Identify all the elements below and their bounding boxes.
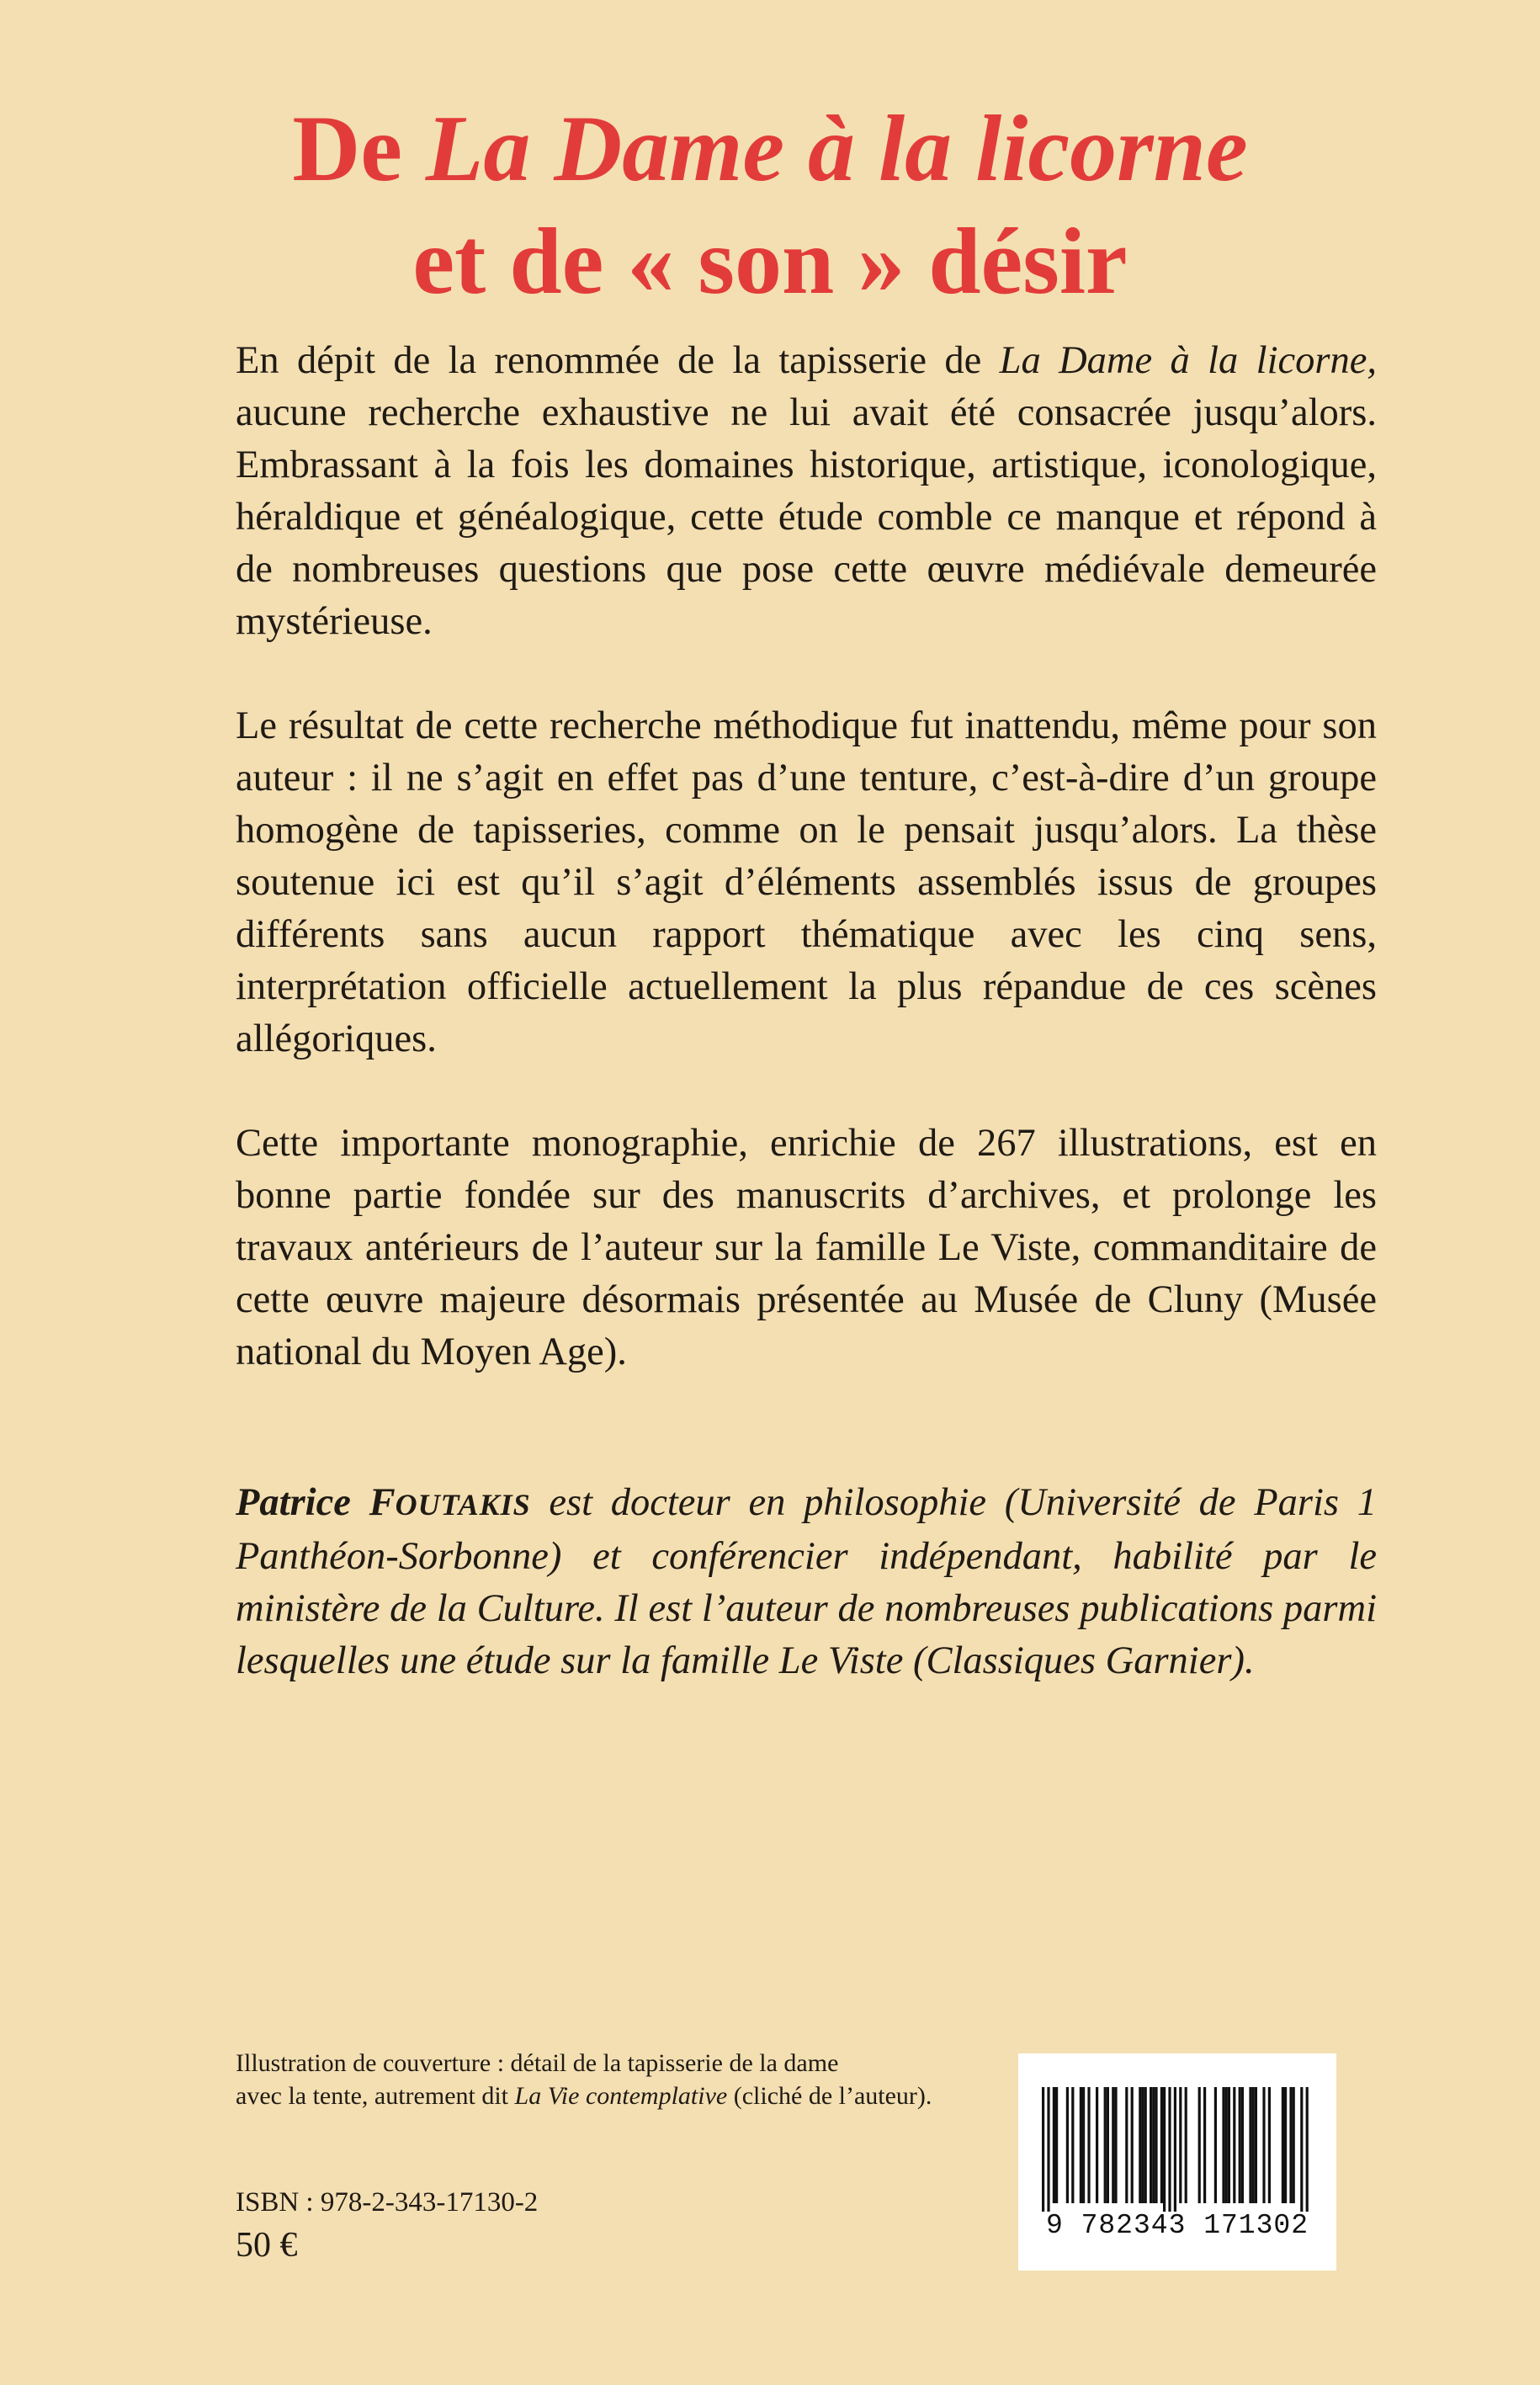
- barcode-bar: [1249, 2087, 1251, 2203]
- barcode-bar: [1241, 2087, 1244, 2203]
- barcode-bar: [1096, 2087, 1098, 2203]
- barcode-bar: [1300, 2087, 1303, 2212]
- p1-text-a: En dépit de la renommée de la tapisserie de: [236, 339, 1000, 382]
- barcode-bars: [1042, 2087, 1313, 2212]
- barcode-bar: [1233, 2087, 1235, 2203]
- barcode-bar: [1087, 2087, 1090, 2203]
- book-title: [0, 93, 1540, 318]
- barcode-bar: [1047, 2087, 1049, 2212]
- title-line-1: [0, 93, 1540, 205]
- author-name: [236, 1481, 531, 1524]
- barcode-bar: [1071, 2087, 1074, 2203]
- barcode-bar: [1268, 2087, 1271, 2203]
- barcode-bar: [1198, 2087, 1201, 2203]
- barcode-bar: [1104, 2087, 1107, 2203]
- author-bio-text: est docteur en philosophie (Université de Paris 1 Panthéon-Sorbonne) et conférencier indépendant, habilité par le ministère de la Culture. Il est l’auteur de nombreuses publications parmi lesquelles une étude sur la famille Le Viste (Classiques Garnier).: [236, 1481, 1377, 1682]
- barcode-bar: [1112, 2087, 1114, 2203]
- barcode-bar: [1160, 2087, 1163, 2203]
- credit-text-c: (cliché de l’auteur).: [727, 2082, 932, 2110]
- barcode-bar: [1150, 2087, 1152, 2203]
- cover-credit: [236, 2047, 993, 2112]
- author-last-initial: F: [369, 1481, 396, 1524]
- barcode-bar: [1114, 2087, 1117, 2203]
- title-line-2: et de « son » désir: [412, 210, 1128, 314]
- author-bio: [236, 1477, 1377, 1687]
- barcode-bar: [1289, 2087, 1292, 2203]
- barcode-bar: [1255, 2087, 1257, 2203]
- barcode-bar: [1163, 2087, 1166, 2212]
- barcode-bar: [1185, 2087, 1187, 2203]
- title-work-name: La Dame à la licorne: [425, 97, 1248, 201]
- barcode-bar: [1144, 2087, 1147, 2203]
- price: 50 €: [236, 2226, 298, 2265]
- barcode-bar: [1168, 2087, 1171, 2212]
- p1-italic-title: La Dame à la licorne,: [999, 339, 1377, 382]
- paragraph-3: Cette importante monographie, enrichie de 267 illustrations, est en bonne partie fondée sur des manuscrits d’archives, et prolonge les travaux antérieurs de l’auteur sur la famille Le Viste, commanditaire de cette œuvre majeure désormais présentée au Musée de Cluny (Musée national du Moyen Age).: [236, 1122, 1377, 1373]
- barcode-bar: [1293, 2087, 1295, 2203]
- author-first-name: Patrice: [236, 1481, 369, 1524]
- barcode-bar: [1155, 2087, 1157, 2203]
- barcode-bar: [1080, 2087, 1082, 2203]
- barcode-bar: [1125, 2087, 1128, 2203]
- barcode-bar: [1053, 2087, 1055, 2203]
- barcode-bar: [1139, 2087, 1141, 2203]
- barcode-bar: [1152, 2087, 1155, 2203]
- barcode-bar: [1225, 2087, 1228, 2203]
- barcode-bar: [1203, 2087, 1206, 2203]
- barcode-bar: [1174, 2087, 1176, 2212]
- barcode-bar: [1228, 2087, 1230, 2203]
- credit-text-a: avec la tente, autrement dit: [236, 2082, 515, 2110]
- barcode-bar: [1306, 2087, 1309, 2212]
- barcode-bar: [1055, 2087, 1058, 2203]
- barcode-bar: [1222, 2087, 1224, 2203]
- author-last-rest: OUTAKIS: [395, 1488, 531, 1522]
- p1-text-c: aucune recherche exhaustive ne lui avait été consacrée jusqu’alors. Embrassant à la fois les domaines historique, artistique, iconologique, héraldique et généalogique, cette étude comble ce manque et répond à de nombreuses questions que pose cette œuvre médiévale demeurée mystérieuse.: [236, 391, 1377, 643]
- barcode: [1018, 2053, 1336, 2271]
- barcode-bar: [1107, 2087, 1109, 2203]
- paragraph-1: [236, 335, 1377, 648]
- barcode-bar: [1284, 2087, 1287, 2203]
- title-prefix: De: [292, 97, 426, 201]
- credit-work-title: La Vie contemplative: [514, 2082, 728, 2110]
- barcode-bar: [1042, 2087, 1044, 2212]
- blurb: [236, 335, 1377, 1431]
- barcode-digits: 9 782343 171302: [1045, 2210, 1309, 2241]
- barcode-bar: [1179, 2087, 1182, 2203]
- barcode-bar: [1141, 2087, 1144, 2203]
- credit-line-2: [236, 2080, 993, 2112]
- barcode-bar: [1214, 2087, 1217, 2203]
- barcode-bar: [1262, 2087, 1265, 2203]
- barcode-bar: [1066, 2087, 1069, 2203]
- barcode-bar: [1282, 2087, 1284, 2203]
- barcode-bar: [1082, 2087, 1085, 2203]
- barcode-bar: [1131, 2087, 1134, 2203]
- credit-line-1: Illustration de couverture : détail de la tapisserie de la dame: [236, 2049, 839, 2077]
- paragraph-2: Le résultat de cette recherche méthodique fut inattendu, même pour son auteur : il ne s’agit en effet pas d’une tenture, c’est-à-dire d’un groupe homogène de tapisseries, comme on le pensait jusqu’alors. La thèse soutenue ici est qu’il s’agit d’éléments assemblés issus de groupes différents sans aucun rapport thématique avec les cinq sens, interprétation officielle actuellement la plus répandue de ces scènes allégoriques.: [236, 704, 1377, 1060]
- isbn: ISBN : 978-2-343-17130-2: [236, 2187, 539, 2218]
- barcode-bar: [1252, 2087, 1255, 2203]
- barcode-bar: [1239, 2087, 1241, 2203]
